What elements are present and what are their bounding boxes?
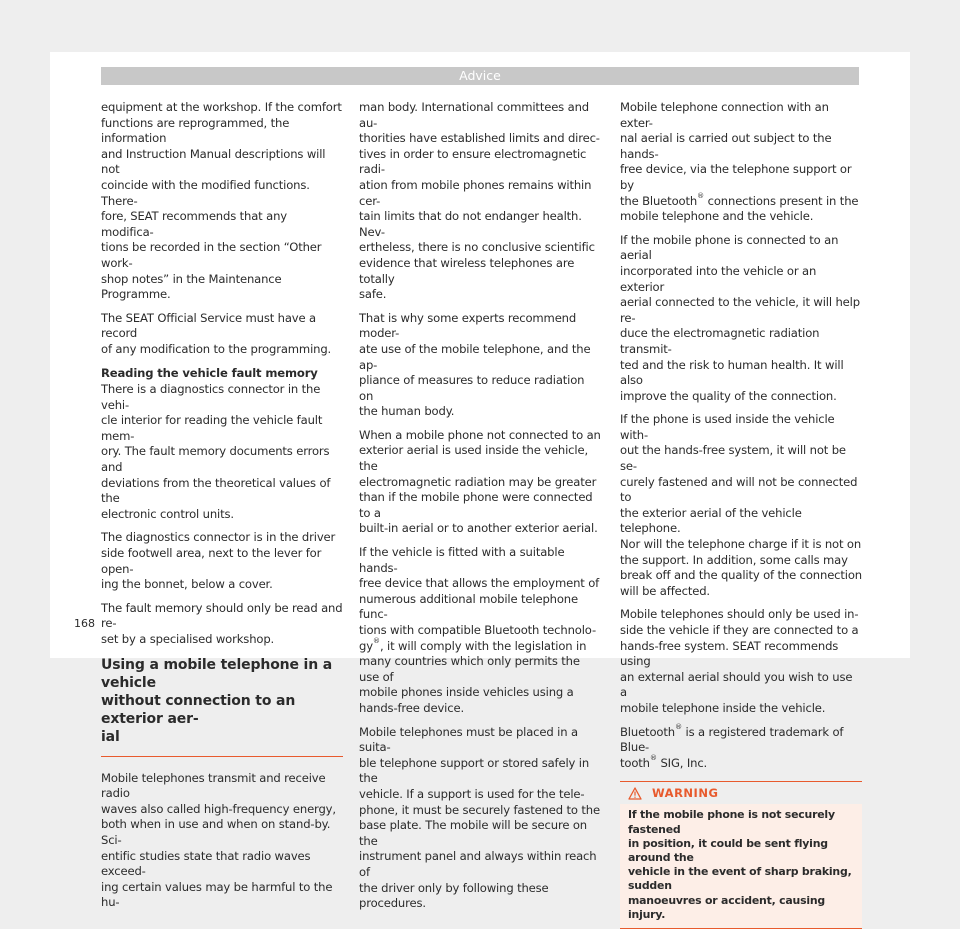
paragraph: If the phone is used inside the vehicle with- out the hands-free system, it will not be se- curely fastened and will not be connected to the exterior aerial of the vehicle telephone. Nor will the telephone charge if it is not on the support. In addition, some calls may break off and the quality of the connection will be affected. [620, 412, 863, 598]
text-run: is a registered trademark of Blue- tooth [620, 724, 844, 770]
text-run: Mobile telephone connection with an exter- nal aerial is carried out subject to the hands- free device, via the telephone support or by the Bluetooth [620, 100, 852, 208]
page-number: 168 [74, 617, 95, 630]
section-title: Using a mobile telephone in a vehicle without connection to an exterior aer- ial [101, 656, 333, 745]
text-run: If the vehicle is fitted with a suitable hands- free device that allows the employment of numerous additional mobile telephone func- tions with compatible Bluetooth technolo- gy [359, 545, 600, 653]
registered-mark: ® [697, 191, 705, 201]
registered-mark: ® [372, 636, 380, 646]
registered-mark: ® [649, 753, 657, 763]
paragraph: Mobile telephones must be placed in a suita- ble telephone support or stored safely in the vehicle. If a support is used for the tele- phone, it must be securely fastened to the base plate. The mobile will be secure on the instrument panel and always within reach of the driver only by following these procedures. [359, 724, 600, 911]
column-3 [620, 100, 862, 929]
text-run: Bluetooth [620, 724, 675, 739]
paragraph: That is why some experts recommend moder- ate use of the mobile telephone, and the ap- pliance of measures to reduce radiation on the human body. [359, 310, 591, 419]
paragraph [359, 545, 601, 717]
paragraph: Mobile telephones should only be used in- side the vehicle if they are connected to a hands-free system. SEAT recommends using an external aerial should you wish to use a mobile telephone inside the vehicle. [620, 607, 859, 715]
paragraph: equipment at the workshop. If the comfort functions are reprogrammed, the information and Instruction Manual descriptions will not coincide with the modified functions. There- fore, SEAT recommends that any modifica- tions be recorded in the section “Other work- shop notes” in the Maintenance Programme. [101, 100, 342, 302]
warning-header [620, 782, 862, 804]
paragraph: If the mobile phone is connected to an aerial incorporated into the vehicle or an exterior aerial connected to the vehicle, it will help re- duce the electromagnetic radiation transmit- ted and the risk to human health. It will also improve the quality of the connection. [620, 232, 860, 403]
warning-label: WARNING [652, 785, 719, 800]
warning-text: If the mobile phone is not securely fastened in position, it could be sent flying around the vehicle in the event of sharp braking, sudden manoeuvres or accident, causing injury. [620, 804, 862, 928]
paragraph: When a mobile phone not connected to an exterior aerial is used inside the vehicle, the electromagnetic radiation may be greater than if the mobile phone were connected to a built-in aerial or to another exterior aerial. [359, 427, 601, 536]
paragraph [620, 100, 862, 225]
registered-mark: ® [674, 722, 682, 732]
text-run: SIG, Inc. [656, 755, 708, 770]
paragraph: man body. International committees and au- thorities have established limits and direc- tives in order to ensure electromagnetic radi- ation from mobile phones remains within cer- tain limits that do not endanger health. Nev- ertheless, there is no conclusive scientific evidence that wireless telephones are totally safe. [359, 100, 600, 302]
warning-triangle-icon [628, 787, 642, 800]
title-divider [101, 756, 343, 757]
section-header: Advice [101, 67, 859, 85]
paragraph: The fault memory should only be read and re- set by a specialised workshop. [101, 600, 343, 646]
paragraph: Mobile telephones transmit and receive radio waves also called high-frequency energy, both when in use and when on stand-by. Sci- entific studies state that radio waves exceed- ing certain values may be harmful to the hu- [101, 770, 336, 910]
warning-box [620, 781, 862, 929]
paragraph [620, 722, 862, 772]
paragraph: The diagnostics connector is in the driver side footwell area, next to the lever for open- ing the bonnet, below a cover. [101, 530, 336, 592]
subheading-fault-memory: Reading the vehicle fault memory [101, 365, 318, 380]
column-1 [101, 100, 343, 919]
column-2 [359, 100, 601, 920]
text-run: , it will comply with the legislation in many countries which only permits the use of mobile phones inside vehicles using a hands-free device. [359, 638, 587, 715]
text-run: connections present in the mobile telephone and the vehicle. [620, 193, 859, 224]
paragraph: The SEAT Official Service must have a record of any modification to the programming. [101, 310, 332, 356]
paragraph: There is a diagnostics connector in the vehi- cle interior for reading the vehicle fault mem- ory. The fault memory documents errors and deviations from the theoretical values of the electronic control units. [101, 382, 331, 521]
